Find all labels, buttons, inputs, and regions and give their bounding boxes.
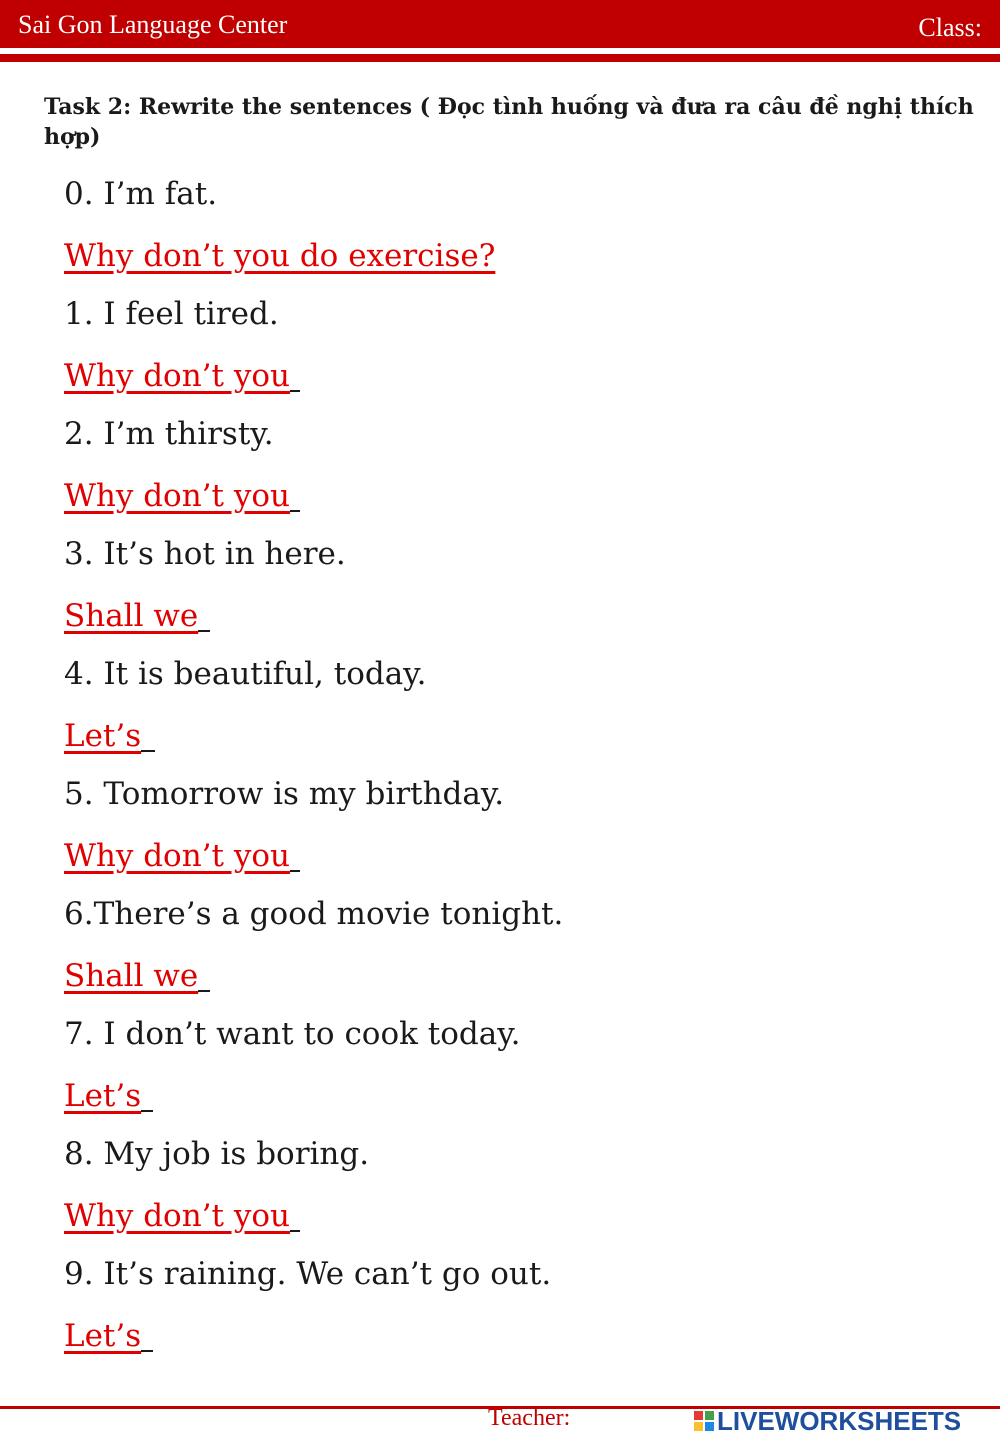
answer-blank[interactable] [290,870,300,872]
answer-starter: Shall we [64,598,199,634]
exercise-answer[interactable] [64,718,155,754]
answer-starter: Let’s [64,1318,142,1354]
exercise-prompt: 1. I feel tired. [64,296,279,332]
task-title: Task 2: Rewrite the sentences ( Đọc tình huống và đưa ra câu đề nghị thích hợp) [44,94,974,150]
answer-blank[interactable] [290,510,300,512]
logo-tile [705,1411,714,1420]
brand-name: LIVEWORKSHEETS [717,1405,962,1436]
logo-tile [694,1422,703,1431]
answer-blank[interactable] [290,1230,300,1232]
exercise-answer[interactable] [64,358,300,394]
answer-blank[interactable] [198,630,210,632]
exercise-prompt: 9. It’s raining. We can’t go out. [64,1256,552,1292]
answer-starter: Let’s [64,1078,142,1114]
answer-starter: Let’s [64,718,142,754]
answer-blank[interactable] [198,990,210,992]
logo-tile [705,1422,714,1431]
class-label: Class: [918,13,982,42]
exercise-prompt: 4. It is beautiful, today. [64,656,427,692]
exercise-prompt: 7. I don’t want to cook today. [64,1016,521,1052]
answer-starter: Why don’t you [64,1198,290,1234]
exercise-prompt: 5. Tomorrow is my birthday. [64,776,505,812]
answer-blank[interactable] [141,1350,153,1352]
exercise-prompt: 2. I’m thirsty. [64,416,274,452]
liveworksheets-logo[interactable] [694,1405,962,1436]
exercise-answer[interactable] [64,1318,153,1354]
exercise-answer[interactable] [64,1078,153,1114]
exercise-prompt: 6.There’s a good movie tonight. [64,896,564,932]
exercise-prompt: 8. My job is boring. [64,1136,370,1172]
teacher-label: Teacher: [488,1405,571,1431]
exercise-prompt: 0. I’m fat. [64,176,218,212]
answer-starter: Why don’t you [64,358,290,394]
exercise-answer[interactable] [64,838,300,874]
exercise-answer[interactable] [64,478,300,514]
answer-starter: Shall we [64,958,199,994]
answer-starter: Why don’t you [64,838,290,874]
answer-blank[interactable] [290,390,300,392]
center-name: Sai Gon Language Center [18,10,288,39]
exercise-answer[interactable] [64,1198,300,1234]
answer-blank[interactable] [141,750,155,752]
exercise-answer[interactable] [64,598,210,634]
exercise-answer [64,238,495,274]
header-divider [0,54,1000,62]
logo-tile [694,1411,703,1420]
answer-starter: Why don’t you [64,478,290,514]
header-band [0,0,1000,48]
exercise-prompt: 3. It’s hot in here. [64,536,346,572]
exercise-answer[interactable] [64,958,210,994]
logo-tiles-icon [694,1411,714,1431]
answer-starter: Why don’t you do exercise? [64,238,496,274]
answer-blank[interactable] [141,1110,153,1112]
